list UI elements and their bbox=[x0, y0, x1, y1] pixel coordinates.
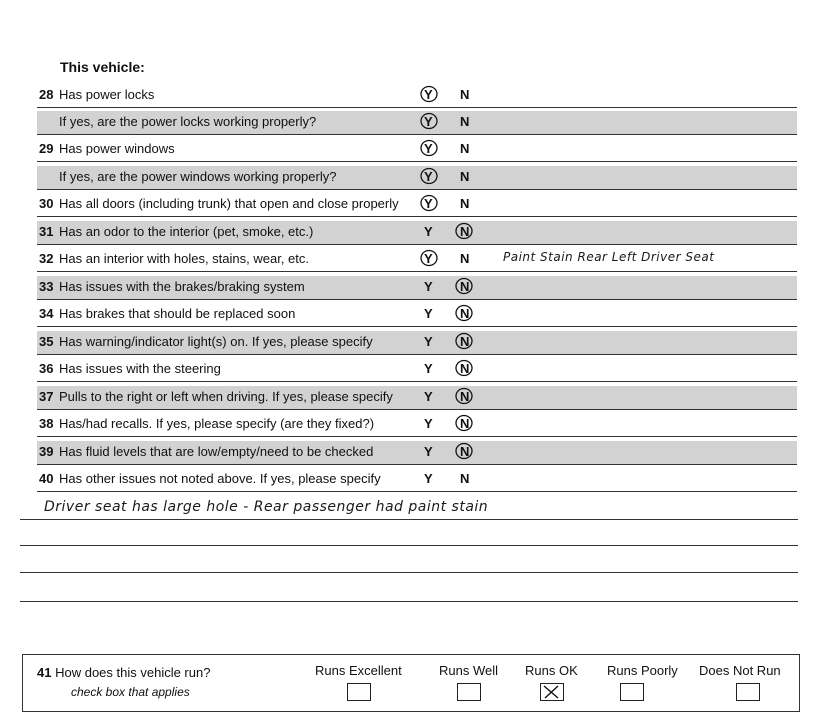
run-option-label: Runs Excellent bbox=[315, 663, 402, 678]
question-text: If yes, are the power locks working properly? bbox=[59, 114, 317, 129]
question-number: 32 bbox=[39, 251, 54, 266]
no-option[interactable]: N bbox=[460, 224, 470, 239]
question-number: 34 bbox=[39, 306, 54, 321]
question-number: 41 bbox=[37, 665, 52, 680]
question-text: Has fluid levels that are low/empty/need to be checked bbox=[59, 444, 374, 459]
question-number: 31 bbox=[39, 224, 54, 239]
question-row bbox=[37, 386, 797, 410]
no-option[interactable]: N bbox=[460, 169, 470, 184]
question-text: Pulls to the right or left when driving. If yes, please specify bbox=[59, 389, 393, 404]
question-number: 33 bbox=[39, 279, 54, 294]
run-option-checkbox[interactable] bbox=[347, 683, 371, 701]
write-in-line bbox=[20, 545, 798, 546]
handwritten-note-q32: Paint Stain Rear Left Driver Seat bbox=[503, 250, 715, 264]
question-row bbox=[37, 111, 797, 135]
question-text: Has issues with the steering bbox=[59, 361, 221, 376]
write-in-line bbox=[20, 572, 798, 573]
question-number: 39 bbox=[39, 444, 54, 459]
answer-circle-mark bbox=[420, 194, 438, 212]
no-option[interactable]: N bbox=[460, 251, 470, 266]
yes-option[interactable]: Y bbox=[424, 141, 433, 156]
yes-option[interactable]: Y bbox=[424, 87, 433, 102]
page-title: This vehicle: bbox=[60, 59, 145, 75]
no-option[interactable]: N bbox=[460, 361, 470, 376]
no-option[interactable]: N bbox=[460, 334, 470, 349]
question-hint: check box that applies bbox=[71, 685, 190, 699]
answer-circle-mark bbox=[455, 277, 473, 295]
answer-circle-mark bbox=[420, 139, 438, 157]
run-option-label: Runs OK bbox=[525, 663, 578, 678]
question-text: Has power locks bbox=[59, 87, 155, 102]
question-text: Has all doors (including trunk) that open and close properly bbox=[59, 196, 399, 211]
question-text: Has issues with the brakes/braking system bbox=[59, 279, 305, 294]
yes-option[interactable]: Y bbox=[424, 361, 433, 376]
question-row bbox=[37, 468, 797, 492]
no-option[interactable]: N bbox=[460, 471, 470, 486]
yes-option[interactable]: Y bbox=[424, 169, 433, 184]
yes-option[interactable]: Y bbox=[424, 389, 433, 404]
question-number: 36 bbox=[39, 361, 54, 376]
no-option[interactable]: N bbox=[460, 87, 470, 102]
answer-circle-mark bbox=[455, 332, 473, 350]
question-row bbox=[37, 166, 797, 190]
question-number: 29 bbox=[39, 141, 54, 156]
handwritten-note-q40: Driver seat has large hole - Rear passenger had paint stain bbox=[44, 499, 489, 515]
question-text: Has an interior with holes, stains, wear, etc. bbox=[59, 251, 310, 266]
no-option[interactable]: N bbox=[460, 444, 470, 459]
run-option-checkbox[interactable] bbox=[540, 683, 564, 701]
question-text: Has/had recalls. If yes, please specify (are they fixed?) bbox=[59, 416, 375, 431]
question-number: 40 bbox=[39, 471, 54, 486]
question-number: 28 bbox=[39, 87, 54, 102]
no-option[interactable]: N bbox=[460, 389, 470, 404]
question-row bbox=[37, 331, 797, 355]
run-option-checkbox[interactable] bbox=[457, 683, 481, 701]
yes-option[interactable]: Y bbox=[424, 416, 433, 431]
answer-circle-mark bbox=[420, 85, 438, 103]
question-text: Has power windows bbox=[59, 141, 175, 156]
no-option[interactable]: N bbox=[460, 141, 470, 156]
question-number: 37 bbox=[39, 389, 54, 404]
yes-option[interactable]: Y bbox=[424, 114, 433, 129]
question-text: Has an odor to the interior (pet, smoke, etc.) bbox=[59, 224, 314, 239]
question-text: If yes, are the power windows working properly? bbox=[59, 169, 337, 184]
question-text: Has warning/indicator light(s) on. If yes, please specify bbox=[59, 334, 373, 349]
answer-circle-mark bbox=[420, 112, 438, 130]
question-row bbox=[37, 138, 797, 162]
question-row bbox=[37, 358, 797, 382]
answer-circle-mark bbox=[455, 304, 473, 322]
answer-circle-mark bbox=[455, 359, 473, 377]
answer-circle-mark bbox=[420, 249, 438, 267]
answer-circle-mark bbox=[455, 387, 473, 405]
question-41-box bbox=[22, 654, 800, 712]
yes-option[interactable]: Y bbox=[424, 334, 433, 349]
yes-option[interactable]: Y bbox=[424, 196, 433, 211]
run-option-label: Does Not Run bbox=[699, 663, 781, 678]
write-in-line bbox=[20, 519, 798, 520]
yes-option[interactable]: Y bbox=[424, 306, 433, 321]
question-row bbox=[37, 441, 797, 465]
answer-circle-mark bbox=[455, 222, 473, 240]
run-option-checkbox[interactable] bbox=[736, 683, 760, 701]
question-text: Has other issues not noted above. If yes, please specify bbox=[59, 471, 381, 486]
question-number: 35 bbox=[39, 334, 54, 349]
answer-circle-mark bbox=[455, 414, 473, 432]
write-in-line bbox=[20, 601, 798, 602]
question-number: 30 bbox=[39, 196, 54, 211]
question-row bbox=[37, 193, 797, 217]
no-option[interactable]: N bbox=[460, 416, 470, 431]
run-option-label: Runs Well bbox=[439, 663, 499, 678]
yes-option[interactable]: Y bbox=[424, 279, 433, 294]
run-option-label: Runs Poorly bbox=[607, 663, 678, 678]
question-row bbox=[37, 303, 797, 327]
yes-option[interactable]: Y bbox=[424, 251, 433, 266]
answer-circle-mark bbox=[455, 442, 473, 460]
no-option[interactable]: N bbox=[460, 114, 470, 129]
yes-option[interactable]: Y bbox=[424, 471, 433, 486]
yes-option[interactable]: Y bbox=[424, 224, 433, 239]
question-text: Has brakes that should be replaced soon bbox=[59, 306, 296, 321]
question-number: 38 bbox=[39, 416, 54, 431]
question-row bbox=[37, 276, 797, 300]
no-option[interactable]: N bbox=[460, 196, 470, 211]
question-row bbox=[37, 413, 797, 437]
question-text: How does this vehicle run? bbox=[55, 665, 211, 680]
yes-option[interactable]: Y bbox=[424, 444, 433, 459]
question-row bbox=[37, 84, 797, 108]
answer-circle-mark bbox=[420, 167, 438, 185]
run-option-checkbox[interactable] bbox=[620, 683, 644, 701]
no-option[interactable]: N bbox=[460, 279, 470, 294]
question-row bbox=[37, 221, 797, 245]
no-option[interactable]: N bbox=[460, 306, 470, 321]
